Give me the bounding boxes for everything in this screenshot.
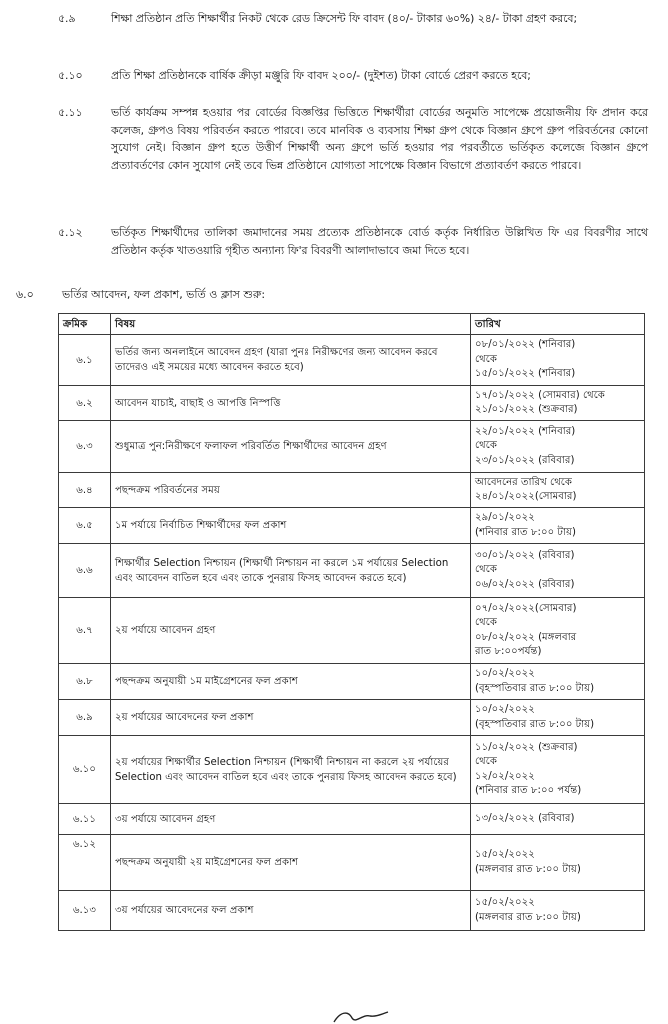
row-date: ০৭/০২/২০২২(সোমবার) থেকে ০৮/০২/২০২২ (মঙ্গলবার রাত ৮:০০পর্যন্ত) (471, 598, 645, 664)
row-date: ১০/০২/২০২২ (বৃহস্পতিবার রাত ৮:০০ টায়) (471, 664, 645, 700)
row-serial: ৬.১ (59, 335, 111, 386)
table-row (59, 544, 645, 598)
row-subject: ৩য় পর্যায়ের আবেদনের ফল প্রকাশ (111, 891, 471, 931)
row-subject: শিক্ষার্থীর Selection নিশ্চায়ন (শিক্ষার্থী নিশ্চায়ন না করলে ১ম পর্যায়ের Selection এবং আবেদন বাতিল হবে এবং তাকে পুনরায় ফিসহ আবেদন করতে হবে) (111, 544, 471, 598)
row-serial: ৬.২ (59, 386, 111, 421)
row-subject: ২য় পর্যায়ের শিক্ষার্থীর Selection নিশ্চায়ন (শিক্ষার্থী নিশ্চায়ন না করলে ২য় পর্যায়ের Selection এবং আবেদন বাতিল হবে এবং তাকে পুনরায় ফিসহ আবেদন করতে হবে) (111, 736, 471, 804)
admission-schedule-table (58, 313, 645, 931)
row-serial: ৬.১৩ (59, 891, 111, 931)
row-date: আবেদনের তারিখ থেকে ২৪/০১/২০২২(সোমবার) (471, 473, 645, 508)
row-serial: ৬.৮ (59, 664, 111, 700)
clause-text: প্রতি শিক্ষা প্রতিষ্ঠানকে বার্ষিক ক্রীড়া মঞ্জুরি ফি বাবদ ২০০/- (দুইশত) টাকা বোর্ডে প্রেরণ করতে হবে; (111, 69, 531, 82)
row-serial: ৬.৬ (59, 544, 111, 598)
table-row (59, 421, 645, 473)
header-subject: বিষয় (111, 314, 471, 335)
table-row (59, 736, 645, 804)
signature-mark (330, 1008, 390, 1024)
row-subject: আবেদন যাচাই, বাছাই ও আপত্তি নিস্পত্তি (111, 386, 471, 421)
row-subject: শুধুমাত্র পুন:নিরীক্ষণে ফলাফল পরিবর্তিত শিক্ষার্থীদের আবেদন গ্রহণ (111, 421, 471, 473)
row-date: ০৮/০১/২০২২ (শনিবার) থেকে ১৫/০১/২০২২ (শনিবার) (471, 335, 645, 386)
table-row (59, 598, 645, 664)
row-date: ৩০/০১/২০২২ (রবিবার) থেকে ০৬/০২/২০২২ (রবিবার) (471, 544, 645, 598)
section-title: ভর্তির আবেদন, ফল প্রকাশ, ভর্তি ও ক্লাস শুরু: (62, 288, 266, 301)
row-subject: পছন্দক্রম অনুযায়ী ২য় মাইগ্রেশনের ফল প্রকাশ (111, 835, 471, 891)
row-serial: ৬.১১ (59, 804, 111, 835)
row-date: ১০/০২/২০২২ (বৃহস্পতিবার রাত ৮:০০ টায়) (471, 700, 645, 736)
clause-5-9 (58, 10, 648, 28)
row-date: ২৯/০১/২০২২ (শনিবার রাত ৮:০০ টায়) (471, 508, 645, 544)
table-row (59, 664, 645, 700)
row-subject: ১ম পর্যায়ে নির্বাচিত শিক্ষার্থীদের ফল প্রকাশ (111, 508, 471, 544)
table-row (59, 804, 645, 835)
row-subject: ২য় পর্যায়ের আবেদনের ফল প্রকাশ (111, 700, 471, 736)
table-row (59, 700, 645, 736)
row-serial: ৬.৭ (59, 598, 111, 664)
table-row (59, 386, 645, 421)
row-date: ১৫/০২/২০২২ (মঙ্গলবার রাত ৮:০০ টায়) (471, 891, 645, 931)
clause-text: ভর্তিকৃত শিক্ষার্থীদের তালিকা জমাদানের সময় প্রত্যেক প্রতিষ্ঠানকে বোর্ড কর্তৃক নির্ধারিত উল্লিখিত ফি এর বিবরণীর সাথে প্রতিষ্ঠান কর্তৃক খাতওয়ারি গৃহীত অন্যান্য ফি'র বিবরণী আলাদাভাবে জমা দিতে হবে। (111, 226, 648, 257)
clause-number: ৫.৯ (58, 12, 76, 25)
row-subject: ৩য় পর্যায়ে আবেদন গ্রহণ (111, 804, 471, 835)
row-serial: ৬.৯ (59, 700, 111, 736)
table-row (59, 891, 645, 931)
section-heading (16, 286, 265, 305)
row-serial: ৬.৩ (59, 421, 111, 473)
row-date: ২২/০১/২০২২ (শনিবার) থেকে ২৩/০১/২০২২ (রবিবার) (471, 421, 645, 473)
section-number: ৬.০ (16, 288, 34, 301)
table-header-row (59, 314, 645, 335)
clause-5-12 (58, 224, 648, 259)
row-subject: পছন্দক্রম পরিবর্তনের সময় (111, 473, 471, 508)
row-date: ১৫/০২/২০২২ (মঙ্গলবার রাত ৮:০০ টায়) (471, 835, 645, 891)
row-serial: ৬.১০ (59, 736, 111, 804)
row-date: ১৭/০১/২০২২ (সোমবার) থেকে ২১/০১/২০২২ (শুক্রবার) (471, 386, 645, 421)
clause-5-10 (58, 67, 648, 85)
clause-number: ৫.১২ (58, 226, 83, 239)
row-serial: ৬.১২ (59, 835, 111, 891)
row-serial: ৬.৪ (59, 473, 111, 508)
clause-5-11 (58, 104, 648, 174)
table-row (59, 508, 645, 544)
table-row (59, 473, 645, 508)
row-subject: ভর্তির জন্য অনলাইনে আবেদন গ্রহণ (যারা পুনঃ নিরীক্ষণের জন্য আবেদন করবে তাদেরও এই সময়ের মধ্যে আবেদন করতে হবে) (111, 335, 471, 386)
clause-text: ভর্তি কার্যক্রম সম্পন্ন হওয়ার পর বোর্ডের বিজ্ঞপ্তির ভিত্তিতে শিক্ষার্থীরা বোর্ডের অনুমতি সাপেক্ষে প্রয়োজনীয় ফি প্রদান করে কলেজ, গ্রুপও বিষয় পরিবর্তন করতে পারবে। তবে মানবিক ও ব্যবসায় শিক্ষা গ্রুপ থেকে বিজ্ঞান গ্রুপে গ্রুপ পরিবর্তনের কোনো সুযোগ নেই। বিজ্ঞান গ্রুপ হতে উত্তীর্ণ শিক্ষার্থী অন্য গ্রুপে ভর্তি হওয়ার পর পরবর্তীতে ভর্তিকৃত কলেজে বিজ্ঞান গ্রুপে প্রত্যাবর্তণের কোন সুযোগ নেই তবে ভিন্ন প্রতিষ্ঠানে যোগ্যতা সাপেক্ষে বিজ্ঞান বিভাগে প্রত্যাবর্তণ করতে পারবে। (111, 106, 648, 172)
header-date: তারিখ (471, 314, 645, 335)
clause-number: ৫.১০ (58, 69, 83, 82)
row-date: ১১/০২/২০২২ (শুক্রবার) থেকে ১২/০২/২০২২ (শনিবার রাত ৮:০০ পর্যন্ত) (471, 736, 645, 804)
header-serial: ক্রমিক (59, 314, 111, 335)
clause-text: শিক্ষা প্রতিষ্ঠান প্রতি শিক্ষার্থীর নিকট থেকে রেড ক্রিসেন্ট ফি বাবদ (৪০/- টাকার ৬০%) ২৪/- টাকা গ্রহণ করবে; (111, 12, 578, 25)
row-serial: ৬.৫ (59, 508, 111, 544)
clause-number: ৫.১১ (58, 106, 83, 119)
row-subject: ২য় পর্যায়ে আবেদন গ্রহণ (111, 598, 471, 664)
table-row (59, 335, 645, 386)
row-date: ১৩/০২/২০২২ (রবিবার) (471, 804, 645, 835)
table-row (59, 835, 645, 891)
row-subject: পছন্দক্রম অনুযায়ী ১ম মাইগ্রেশনের ফল প্রকাশ (111, 664, 471, 700)
